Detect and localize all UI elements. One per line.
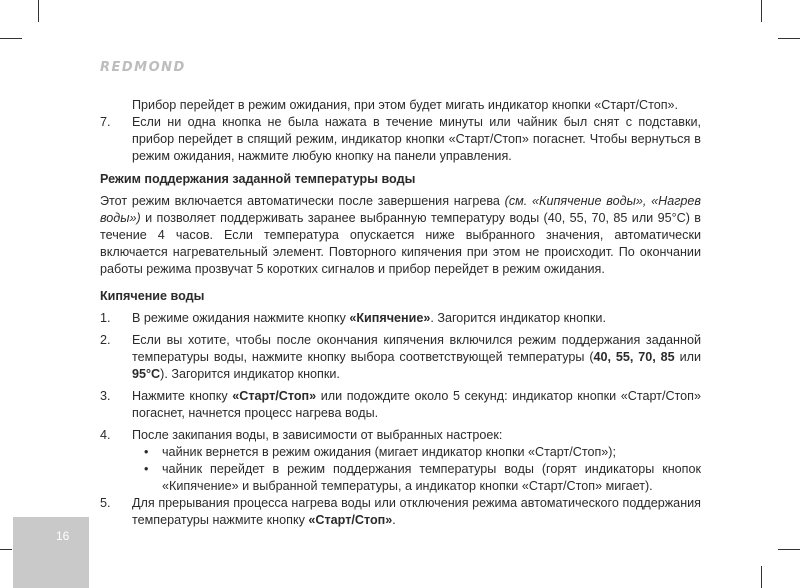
intro-text: Прибор перейдет в режим ожидания, при этом будет мигать индикатор кнопки «Старт/Стоп». bbox=[132, 98, 679, 112]
section-heading-boiling: Кипячение воды bbox=[100, 289, 205, 303]
list-item-3 bbox=[100, 388, 701, 422]
brand-logo: REDMOND bbox=[100, 60, 186, 75]
list-text: В режиме ожидания нажмите кнопку «Кипячение». Загорится индикатор кнопки. bbox=[132, 311, 606, 325]
list-number: 1. bbox=[100, 311, 111, 325]
page-number: 16 bbox=[56, 529, 70, 543]
list-number: 7. bbox=[100, 115, 111, 129]
bullet-item: • чайник вернется в режим ожидания (мигает индикатор кнопки «Старт/Стоп»); bbox=[132, 444, 701, 461]
crop-mark bbox=[0, 38, 22, 39]
intro-paragraph bbox=[100, 97, 701, 114]
list-number: 5. bbox=[100, 496, 111, 510]
crop-mark bbox=[38, 0, 39, 22]
crop-mark bbox=[778, 549, 800, 550]
crop-mark bbox=[778, 38, 800, 39]
list-item-4 bbox=[100, 427, 701, 495]
section-heading-keep-warm: Режим поддержания заданной температуры воды bbox=[100, 172, 416, 186]
list-text: Если вы хотите, чтобы после окончания кипячения включился режим поддержания заданной температуры воды, нажмите кнопку выбора соответствующей температуры (40, 55, 70, 85 или 95°С). Загорится индикатор кнопки. bbox=[132, 333, 701, 381]
page-content bbox=[100, 97, 701, 529]
cross-reference: (см. «Кипячение воды», «Нагрев воды») bbox=[100, 194, 701, 225]
section-paragraph: Этот режим включается автоматически после завершения нагрева (см. «Кипячение воды», «Нагрев воды») и позволяет поддерживать заранее выбранную температуру воды (40, 55, 70, 85 или 95°С) в течение 4 часов. Если температура опускается ниже выбранного значения, автоматически включается нагревательный элемент. Повторного кипячения при этом не происходит. По окончании работы режима прозвучат 5 коротких сигналов и прибор перейдет в режим ожидания. bbox=[100, 194, 701, 276]
bullet-mark: • bbox=[144, 462, 149, 476]
list-text: Для прерывания процесса нагрева воды или отключения режима автоматического поддержания температуры нажмите кнопку «Старт/Стоп». bbox=[132, 496, 701, 527]
list-item-5 bbox=[100, 495, 701, 529]
page-number-box bbox=[13, 517, 89, 588]
list-text: Нажмите кнопку «Старт/Стоп» или подождите около 5 секунд: индикатор кнопки «Старт/Стоп» погаснет, начнется процесс нагрева воды. bbox=[132, 389, 701, 420]
list-number: 4. bbox=[100, 428, 111, 442]
bullet-mark: • bbox=[144, 445, 149, 459]
crop-mark bbox=[0, 549, 12, 550]
list-item-2 bbox=[100, 332, 701, 383]
list-text: После закипания воды, в зависимости от выбранных настроек: • чайник вернется в режим ожидания (мигает индикатор кнопки «Старт/Стоп»); • чайник перейдет в режим поддержания температуры воды (горят индикаторы кнопок «Кипячение» и выбранной температуры, а индикатор кнопки «Старт/Стоп» мигает). bbox=[132, 428, 701, 493]
list-text: Если ни одна кнопка не была нажата в течение минуты или чайник был снят с подставки, прибор перейдет в спящий режим, индикатор кнопки «Старт/Стоп» погаснет. Чтобы вернуться в режим ожидания, нажмите любую кнопку на панели управления. bbox=[132, 115, 701, 163]
crop-mark bbox=[761, 0, 762, 22]
bullet-item: • чайник перейдет в режим поддержания температуры воды (горят индикаторы кнопок «Кипячение» и выбранной температуры, а индикатор кнопки «Старт/Стоп» мигает). bbox=[132, 461, 701, 495]
crop-mark bbox=[761, 566, 762, 588]
list-number: 2. bbox=[100, 333, 111, 347]
list-number: 3. bbox=[100, 389, 111, 403]
list-item-1 bbox=[100, 310, 701, 327]
list-item-7 bbox=[100, 114, 701, 165]
